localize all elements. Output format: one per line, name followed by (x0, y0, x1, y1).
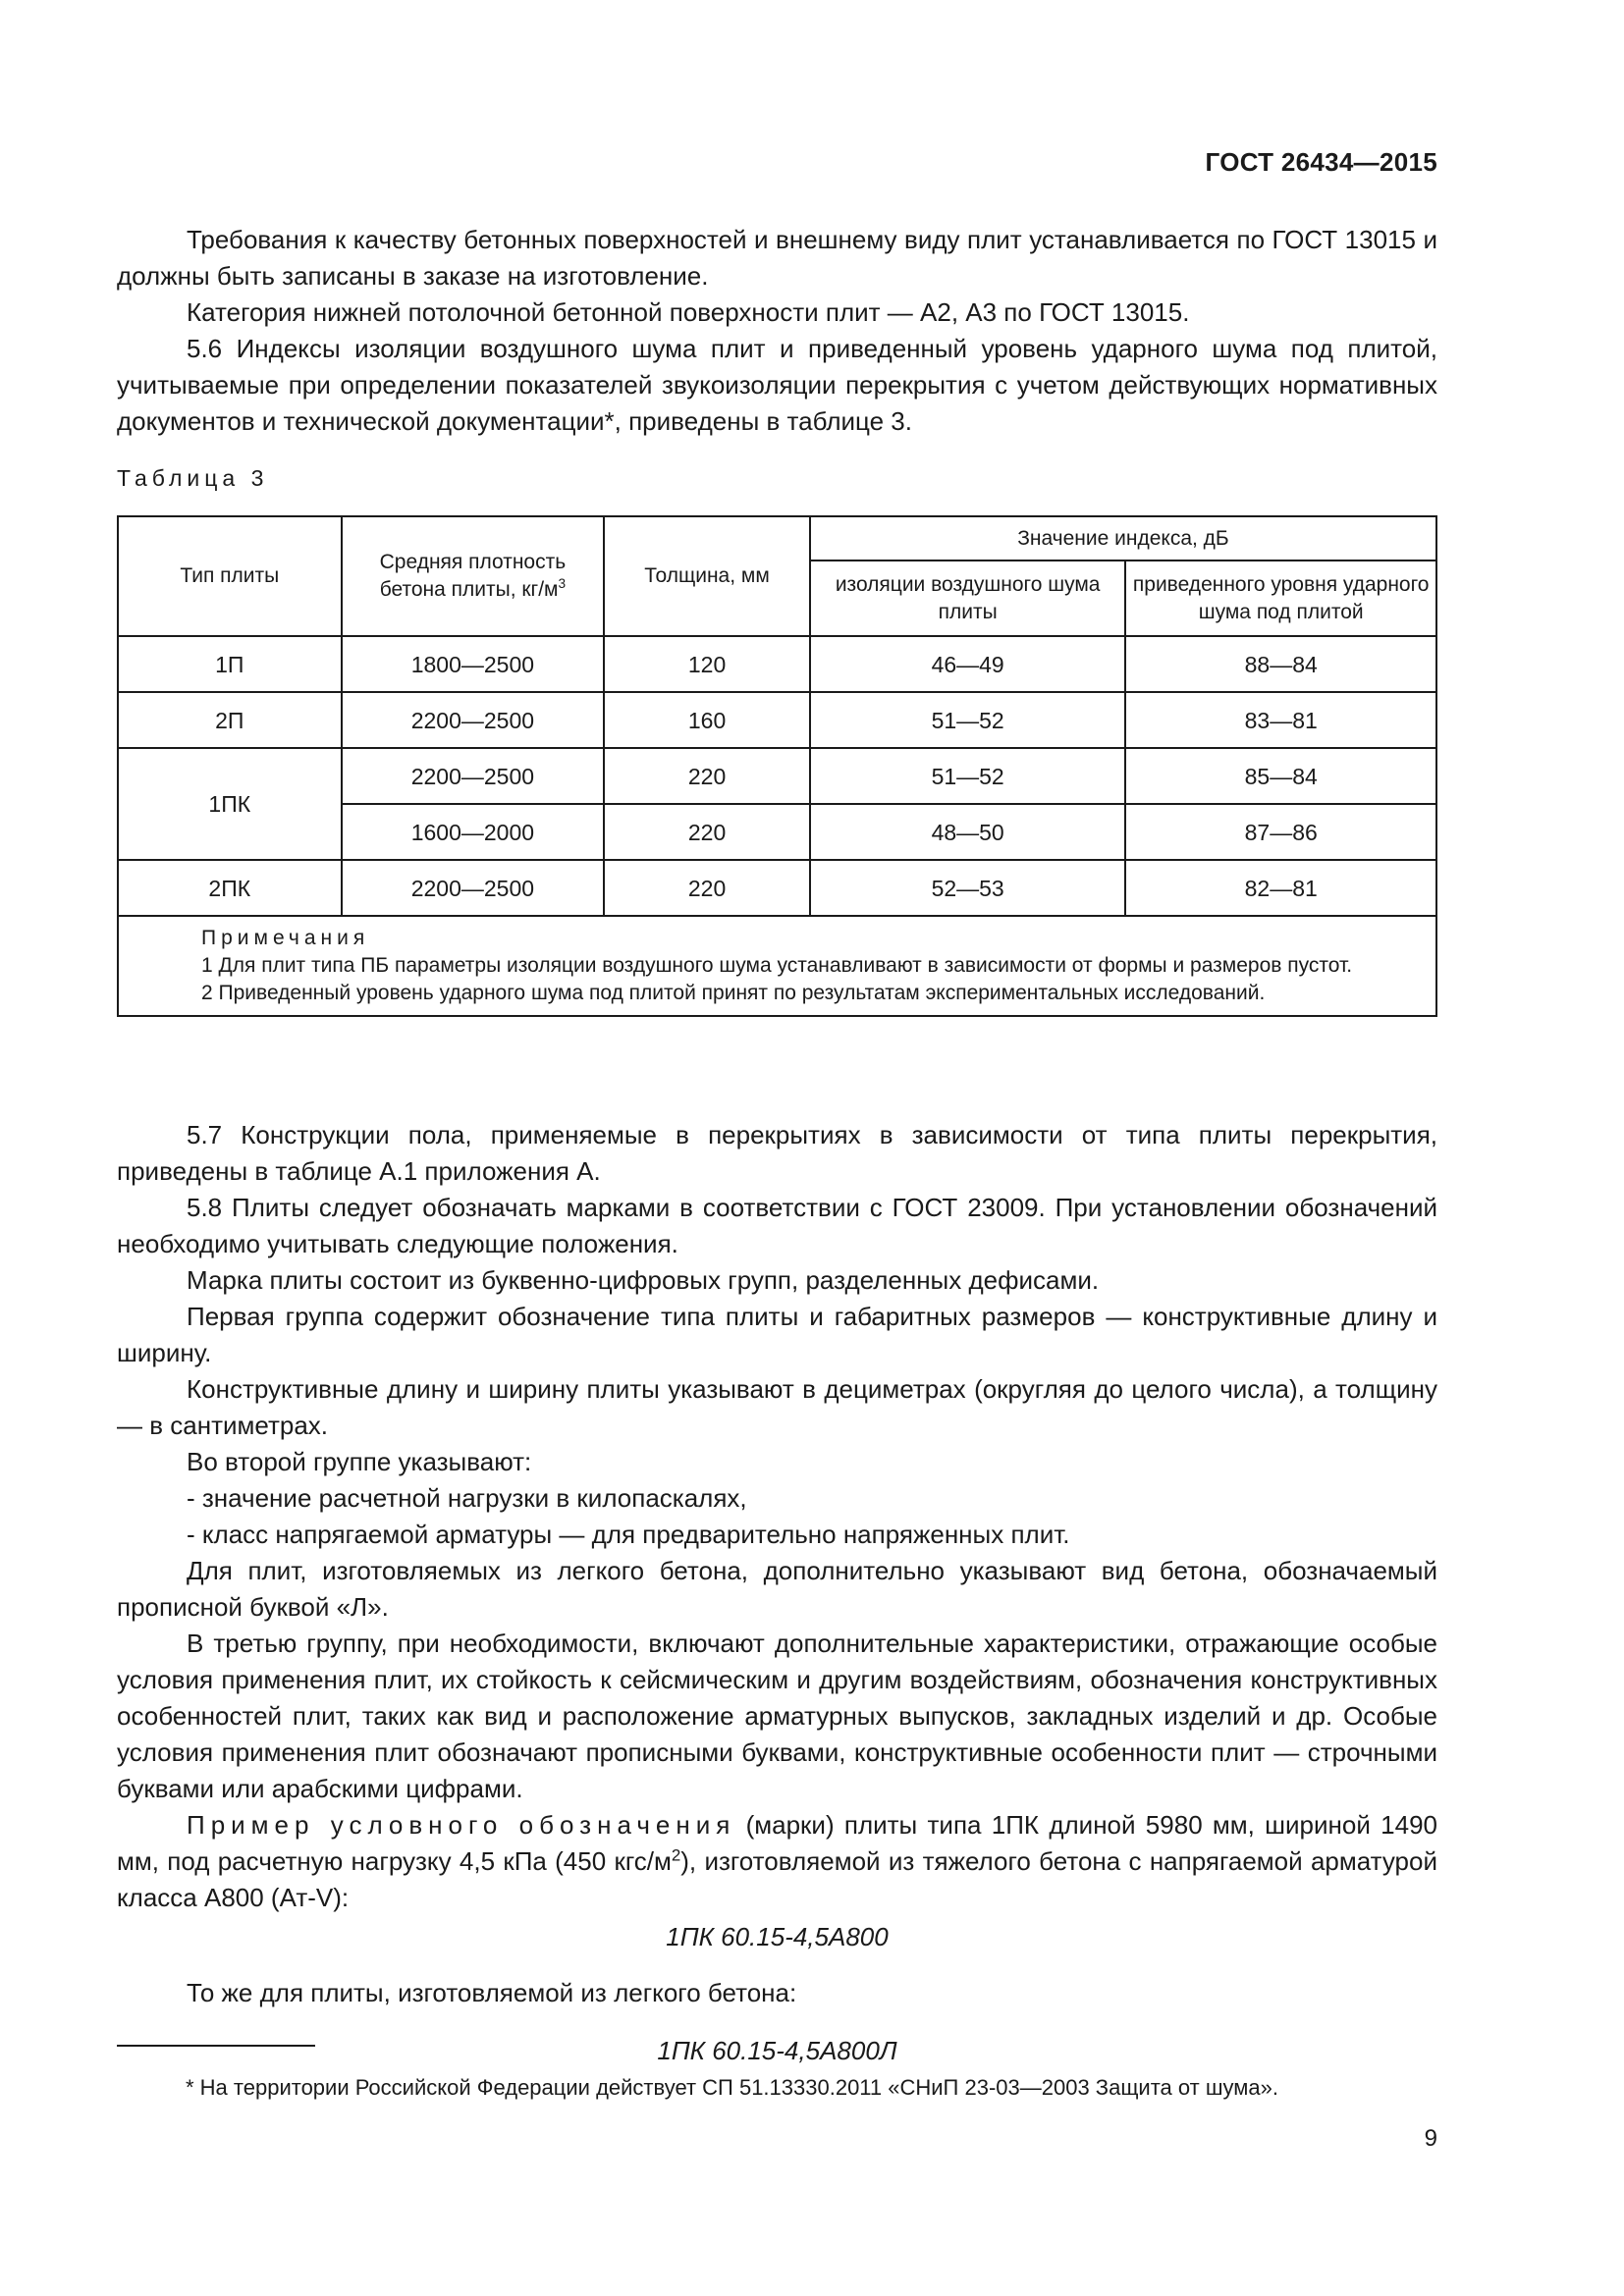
paragraph-light-example: То же для плиты, изготовляемой из легкого бетона: (187, 1978, 797, 2007)
paragraph-5-7: 5.7 Конструкции пола, применяемые в перекрытиях в зависимости от типа плиты перекрытия, приведены в таблице А.1 приложения А. (117, 1120, 1437, 1186)
header-density-text: Средняя плотность бетона плиты, кг/м (379, 551, 567, 601)
cell-impact: 83—81 (1125, 692, 1436, 748)
paragraph-category: Категория нижней потолочной бетонной поверхности плит — А2, А3 по ГОСТ 13015. (187, 297, 1190, 327)
cell-thickness: 220 (604, 748, 810, 804)
header-type: Тип плиты (118, 516, 342, 636)
notes-title: Примечания (201, 927, 370, 949)
footnote: * На территории Российской Федерации действует СП 51.13330.2011 «СНиП 23-03—2003 Защита от шума». (186, 2075, 1278, 2100)
page-number: 9 (1424, 2125, 1437, 2152)
table-3 (117, 515, 1437, 1017)
list-item: - класс напрягаемой арматуры — для предварительно напряженных плит. (187, 1520, 1070, 1549)
cell-thickness: 160 (604, 692, 810, 748)
header-thickness: Толщина, мм (604, 516, 810, 636)
cell-airborne: 46—49 (810, 636, 1125, 692)
cell-impact: 87—86 (1125, 804, 1436, 860)
example-mark-1: 1ПК 60.15-4,5А800 (666, 1922, 889, 1951)
cell-density: 2200—2500 (342, 748, 605, 804)
cell-density: 2200—2500 (342, 860, 605, 916)
cell-impact: 82—81 (1125, 860, 1436, 916)
cell-thickness: 220 (604, 860, 810, 916)
table-notes-row (118, 916, 1436, 1016)
paragraph-5-8: 5.8 Плиты следует обозначать марками в соответствии с ГОСТ 23009. При установлении обозначений необходимо учитывать следующие положения. (117, 1193, 1437, 1258)
paragraph-example (117, 1807, 1437, 1916)
cell-thickness: 220 (604, 804, 810, 860)
paragraph-third-group: В третью группу, при необходимости, включают дополнительные характеристики, отражающие особые условия применения плит, их стойкость к сейсмическим и другим воздействиям, обозначения конструктивных особенностей плит, таких как вид и расположение арматурных выпусков, закладных изделий и др. Особые условия применения плит обозначают прописными буквами, конструктивные особенности плит — строчными буквами или арабскими цифрами. (117, 1629, 1437, 1803)
document-code-header: ГОСТ 26434—2015 (1205, 147, 1437, 177)
example-label: Пример условного обозначения (187, 1810, 736, 1840)
list-item: - значение расчетной нагрузки в килопаскалях, (187, 1483, 747, 1513)
cell-impact: 85—84 (1125, 748, 1436, 804)
paragraph-first-group: Первая группа содержит обозначение типа плиты и габаритных размеров — конструктивные длину и ширину. (117, 1302, 1437, 1367)
table-caption: Таблица 3 (117, 465, 269, 491)
note-1: 1 Для плит типа ПБ параметры изоляции воздушного шума устанавливают в зависимости от формы и размеров пустот. (201, 954, 1353, 977)
paragraph-light-concrete: Для плит, изготовляемых из легкого бетона, дополнительно указывают вид бетона, обозначаемый прописной буквой «Л». (117, 1556, 1437, 1622)
paragraph-dimensions: Конструктивные длину и ширину плиты указывают в дециметрах (округляя до целого числа), а толщину — в сантиметрах. (117, 1374, 1437, 1440)
example-sup: 2 (671, 1845, 681, 1865)
cell-airborne: 51—52 (810, 692, 1125, 748)
cell-density: 1800—2500 (342, 636, 605, 692)
cell-type: 2ПК (118, 860, 342, 916)
header-index-group: Значение индекса, дБ (810, 516, 1436, 561)
paragraph-5-6: 5.6 Индексы изоляции воздушного шума плит и приведенный уровень ударного шума под плитой, учитываемые при определении показателей звукоизоляции перекрытия с учетом действующих нормативных документов и технической документации*, приведены в таблице 3. (117, 334, 1437, 436)
cell-density: 1600—2000 (342, 804, 605, 860)
cell-airborne: 51—52 (810, 748, 1125, 804)
table-row (118, 692, 1436, 748)
table-notes (118, 916, 1436, 1016)
note-2: 2 Приведенный уровень ударного шума под плитой принят по результатам экспериментальных исследований. (201, 982, 1266, 1004)
cell-airborne: 52—53 (810, 860, 1125, 916)
footnote-divider (117, 2045, 315, 2047)
cell-airborne: 48—50 (810, 804, 1125, 860)
cell-impact: 88—84 (1125, 636, 1436, 692)
paragraph-mark-groups: Марка плиты состоит из буквенно-цифровых групп, разделенных дефисами. (187, 1265, 1100, 1295)
paragraph-quality: Требования к качеству бетонных поверхностей и внешнему виду плит устанавливается по ГОСТ 13015 и должны быть записаны в заказе на изготовление. (117, 225, 1437, 291)
example-mark-2: 1ПК 60.15-4,5А800Л (657, 2036, 897, 2065)
table-row (118, 636, 1436, 692)
header-impact: приведенного уровня ударного шума под плитой (1125, 561, 1436, 636)
cell-type: 1ПК (118, 748, 342, 860)
cell-type: 2П (118, 692, 342, 748)
intro-section (117, 222, 1437, 440)
cell-thickness: 120 (604, 636, 810, 692)
example-text-after: ), изготовляемой из тяжелого бетона с напрягаемой арматурой класса А800 (Ат-V): (117, 1846, 1437, 1912)
paragraph-second-group: Во второй группе указывают: (187, 1447, 532, 1476)
header-density (342, 516, 605, 636)
header-airborne: изоляции воздушного шума плиты (810, 561, 1125, 636)
cell-type: 1П (118, 636, 342, 692)
cell-density: 2200—2500 (342, 692, 605, 748)
example-text-before: (марки) плиты типа 1ПК длиной 5980 мм, шириной 1490 мм, под расчетную нагрузку 4,5 кПа (450 кгс/м (117, 1810, 1437, 1876)
main-section (117, 1117, 1437, 2069)
table-row (118, 860, 1436, 916)
table-row (118, 748, 1436, 804)
header-density-sup: 3 (558, 576, 567, 591)
